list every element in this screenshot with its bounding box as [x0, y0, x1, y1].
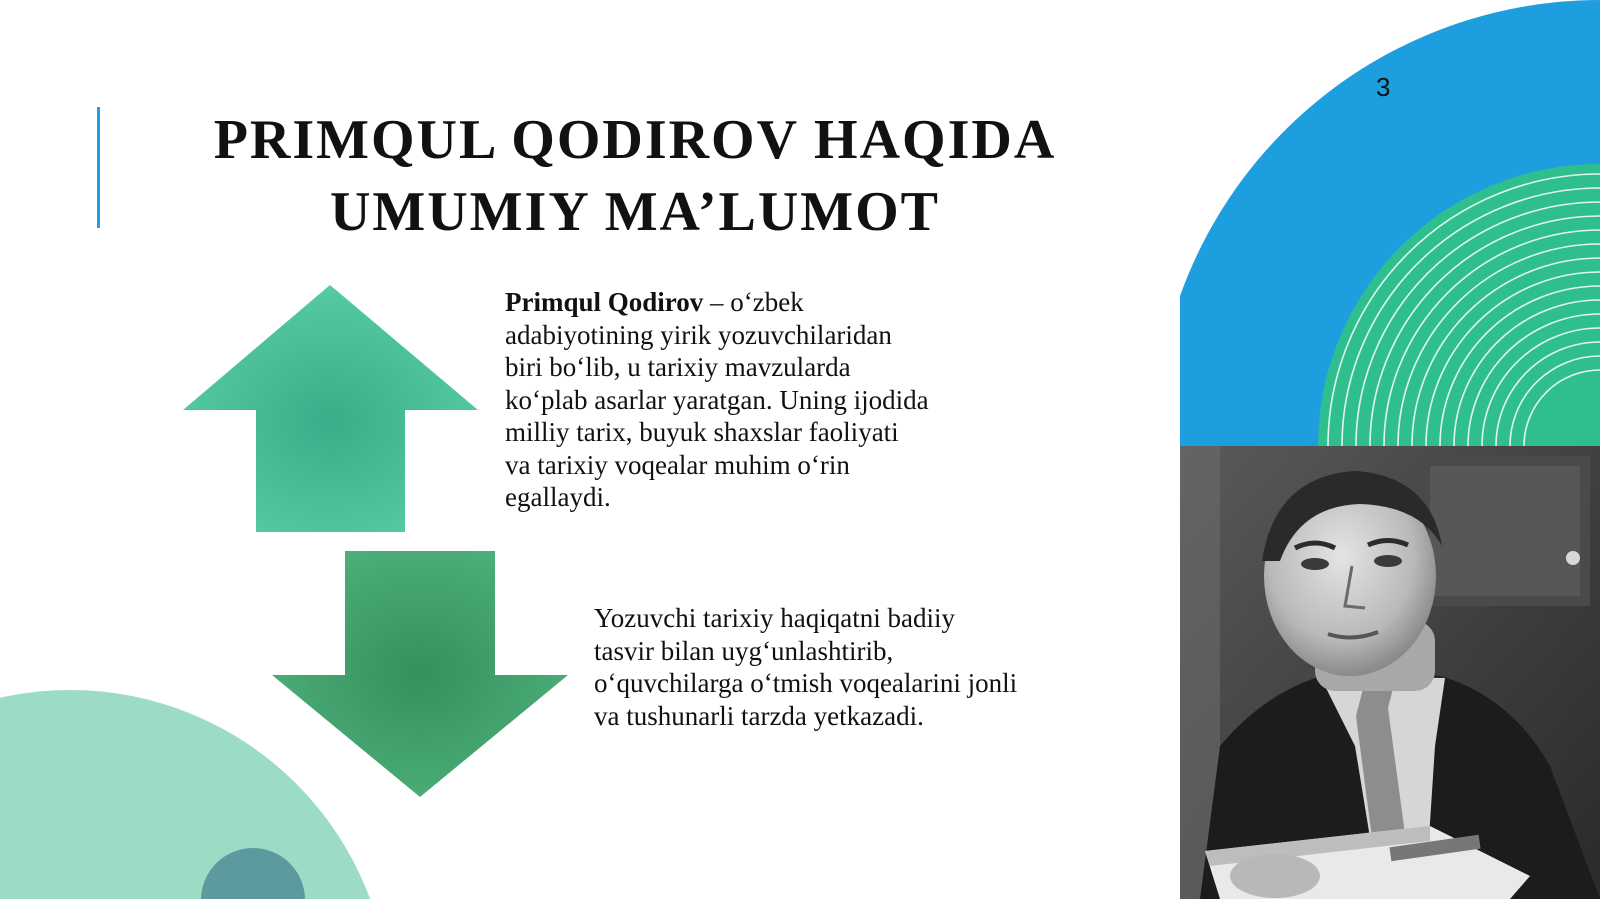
para1-line: biri bo‘lib, u tarixiy mavzularda [505, 352, 851, 382]
para1-line [505, 286, 1005, 319]
author-name: Primqul Qodirov [505, 287, 704, 317]
title-line-1: PRIMQUL QODIROV HAQIDA [213, 109, 1057, 171]
para2-line: tasvir bilan uyg‘unlashtirib, [594, 635, 894, 666]
page-number: 3 [1376, 72, 1391, 102]
para2-line: o‘quvchilarga o‘tmish voqealarini jonli [594, 668, 1018, 698]
para1-line: va tarixiy voqealar muhim o‘rin [505, 449, 850, 480]
para1-line: egallaydi. [505, 482, 611, 512]
para2-line: va tushunarli tarzda yetkazadi. [594, 700, 924, 731]
arrow-up-icon [183, 285, 478, 532]
para1-line: ko‘plab asarlar yaratgan. Uning ijodida [505, 384, 929, 415]
slide-title [150, 104, 1120, 248]
arrow-down-icon [272, 551, 568, 797]
title-accent-bar [97, 107, 100, 228]
para2-line: Yozuvchi tarixiy haqiqatni badiiy [594, 603, 955, 633]
para1-line: adabiyotining yirik yozuvchilaridan [505, 319, 892, 350]
style-paragraph [594, 602, 1094, 732]
para1-line-text: – o‘zbek [710, 287, 804, 317]
title-line-2: UMUMIY MA’LUMOT [329, 181, 941, 243]
para1-line: milliy tarix, buyuk shaxslar faoliyati [505, 417, 899, 447]
author-portrait-photo [1180, 446, 1600, 899]
intro-paragraph [505, 286, 1005, 514]
